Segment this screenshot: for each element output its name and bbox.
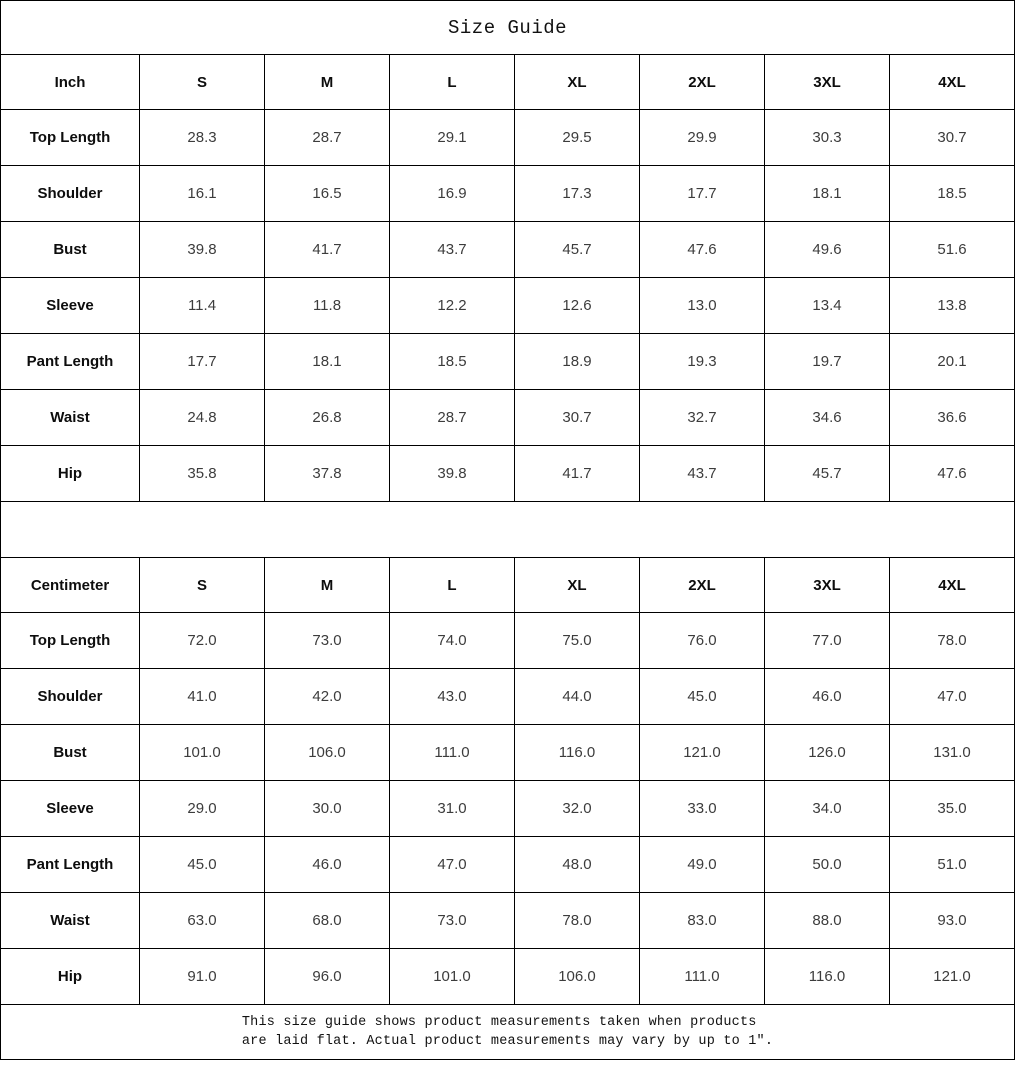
measurement-label: Hip [1, 446, 140, 502]
measurement-value: 96.0 [265, 949, 390, 1005]
measurement-value: 30.7 [890, 110, 1015, 166]
measurement-value: 45.7 [515, 222, 640, 278]
measurement-value: 77.0 [765, 613, 890, 669]
measurement-value: 49.0 [640, 837, 765, 893]
measurement-value: 47.0 [390, 837, 515, 893]
measurement-row [1, 278, 1015, 334]
measurement-label: Waist [1, 893, 140, 949]
measurement-row [1, 669, 1015, 725]
measurement-value: 51.0 [890, 837, 1015, 893]
inch-table-body [1, 55, 1015, 502]
measurement-value: 121.0 [890, 949, 1015, 1005]
measurement-row [1, 893, 1015, 949]
measurement-value: 78.0 [515, 893, 640, 949]
measurement-value: 37.8 [265, 446, 390, 502]
measurement-value: 34.0 [765, 781, 890, 837]
measurement-value: 88.0 [765, 893, 890, 949]
measurement-value: 106.0 [265, 725, 390, 781]
measurement-value: 29.5 [515, 110, 640, 166]
measurement-value: 29.0 [140, 781, 265, 837]
measurement-value: 18.1 [765, 166, 890, 222]
measurement-value: 16.5 [265, 166, 390, 222]
footer-note-line2: are laid flat. Actual product measurements may vary by up to 1″. [241, 1034, 774, 1049]
measurement-row [1, 222, 1015, 278]
measurement-value: 45.7 [765, 446, 890, 502]
size-column-header-xl: XL [515, 55, 640, 110]
footer-row [1, 1005, 1015, 1060]
size-column-header-4xl: 4XL [890, 55, 1015, 110]
measurement-row [1, 837, 1015, 893]
size-header-row [1, 55, 1015, 110]
measurement-value: 83.0 [640, 893, 765, 949]
measurement-value: 44.0 [515, 669, 640, 725]
measurement-value: 41.7 [515, 446, 640, 502]
measurement-value: 43.0 [390, 669, 515, 725]
measurement-value: 28.7 [390, 390, 515, 446]
footer-note-line1: This size guide shows product measurements taken when products [241, 1015, 757, 1030]
measurement-value: 36.6 [890, 390, 1015, 446]
spacer-cell [1, 502, 1015, 558]
measurement-value: 39.8 [140, 222, 265, 278]
measurement-value: 126.0 [765, 725, 890, 781]
size-column-header-xl: XL [515, 558, 640, 613]
measurement-label: Bust [1, 222, 140, 278]
measurement-value: 73.0 [390, 893, 515, 949]
measurement-value: 18.9 [515, 334, 640, 390]
measurement-value: 29.1 [390, 110, 515, 166]
measurement-value: 16.1 [140, 166, 265, 222]
measurement-value: 17.7 [640, 166, 765, 222]
spacer-row [1, 502, 1015, 558]
measurement-value: 19.7 [765, 334, 890, 390]
measurement-value: 51.6 [890, 222, 1015, 278]
measurement-value: 32.0 [515, 781, 640, 837]
measurement-label: Hip [1, 949, 140, 1005]
measurement-value: 20.1 [890, 334, 1015, 390]
measurement-value: 43.7 [640, 446, 765, 502]
measurement-value: 49.6 [765, 222, 890, 278]
measurement-value: 42.0 [265, 669, 390, 725]
measurement-value: 41.7 [265, 222, 390, 278]
measurement-value: 47.6 [640, 222, 765, 278]
size-column-header-m: M [265, 558, 390, 613]
measurement-value: 28.7 [265, 110, 390, 166]
measurement-value: 111.0 [640, 949, 765, 1005]
measurement-value: 101.0 [390, 949, 515, 1005]
measurement-row [1, 446, 1015, 502]
title-row [1, 1, 1015, 55]
measurement-row [1, 725, 1015, 781]
measurement-value: 13.0 [640, 278, 765, 334]
measurement-value: 29.9 [640, 110, 765, 166]
measurement-label: Waist [1, 390, 140, 446]
measurement-value: 106.0 [515, 949, 640, 1005]
measurement-label: Bust [1, 725, 140, 781]
measurement-value: 17.3 [515, 166, 640, 222]
measurement-value: 31.0 [390, 781, 515, 837]
measurement-value: 12.2 [390, 278, 515, 334]
measurement-value: 17.7 [140, 334, 265, 390]
measurement-value: 35.0 [890, 781, 1015, 837]
measurement-value: 48.0 [515, 837, 640, 893]
measurement-row [1, 334, 1015, 390]
measurement-value: 45.0 [140, 837, 265, 893]
measurement-value: 73.0 [265, 613, 390, 669]
measurement-value: 30.7 [515, 390, 640, 446]
measurement-value: 26.8 [265, 390, 390, 446]
size-column-header-3xl: 3XL [765, 55, 890, 110]
measurement-label: Top Length [1, 613, 140, 669]
measurement-value: 33.0 [640, 781, 765, 837]
measurement-row [1, 781, 1015, 837]
measurement-value: 32.7 [640, 390, 765, 446]
measurement-value: 47.0 [890, 669, 1015, 725]
measurement-value: 16.9 [390, 166, 515, 222]
size-column-header-m: M [265, 55, 390, 110]
measurement-value: 41.0 [140, 669, 265, 725]
measurement-label: Sleeve [1, 278, 140, 334]
measurement-value: 18.1 [265, 334, 390, 390]
measurement-value: 116.0 [515, 725, 640, 781]
unit-header-inch: Inch [1, 55, 140, 110]
measurement-value: 13.4 [765, 278, 890, 334]
measurement-label: Shoulder [1, 669, 140, 725]
size-column-header-4xl: 4XL [890, 558, 1015, 613]
size-column-header-l: L [390, 558, 515, 613]
measurement-value: 116.0 [765, 949, 890, 1005]
measurement-value: 101.0 [140, 725, 265, 781]
measurement-value: 34.6 [765, 390, 890, 446]
measurement-value: 121.0 [640, 725, 765, 781]
measurement-row [1, 166, 1015, 222]
measurement-label: Shoulder [1, 166, 140, 222]
measurement-row [1, 613, 1015, 669]
size-column-header-s: S [140, 55, 265, 110]
measurement-row [1, 390, 1015, 446]
measurement-label: Top Length [1, 110, 140, 166]
size-header-row [1, 558, 1015, 613]
measurement-value: 19.3 [640, 334, 765, 390]
measurement-value: 43.7 [390, 222, 515, 278]
measurement-value: 93.0 [890, 893, 1015, 949]
footer-note-cell [1, 1005, 1015, 1060]
measurement-value: 30.3 [765, 110, 890, 166]
page-title: Size Guide [1, 1, 1015, 55]
measurement-value: 11.8 [265, 278, 390, 334]
measurement-value: 13.8 [890, 278, 1015, 334]
centimeter-table-body [1, 558, 1015, 1005]
measurement-value: 131.0 [890, 725, 1015, 781]
measurement-value: 111.0 [390, 725, 515, 781]
measurement-value: 11.4 [140, 278, 265, 334]
measurement-value: 68.0 [265, 893, 390, 949]
size-column-header-3xl: 3XL [765, 558, 890, 613]
measurement-label: Sleeve [1, 781, 140, 837]
unit-header-centimeter: Centimeter [1, 558, 140, 613]
measurement-value: 28.3 [140, 110, 265, 166]
measurement-value: 91.0 [140, 949, 265, 1005]
measurement-label: Pant Length [1, 334, 140, 390]
measurement-value: 72.0 [140, 613, 265, 669]
measurement-value: 50.0 [765, 837, 890, 893]
measurement-value: 76.0 [640, 613, 765, 669]
measurement-value: 24.8 [140, 390, 265, 446]
size-column-header-2xl: 2XL [640, 558, 765, 613]
size-column-header-s: S [140, 558, 265, 613]
measurement-value: 30.0 [265, 781, 390, 837]
measurement-row [1, 949, 1015, 1005]
size-column-header-2xl: 2XL [640, 55, 765, 110]
measurement-value: 63.0 [140, 893, 265, 949]
measurement-value: 39.8 [390, 446, 515, 502]
footer-note [242, 1013, 773, 1051]
measurement-value: 46.0 [265, 837, 390, 893]
measurement-value: 75.0 [515, 613, 640, 669]
measurement-row [1, 110, 1015, 166]
measurement-value: 78.0 [890, 613, 1015, 669]
measurement-value: 35.8 [140, 446, 265, 502]
measurement-value: 18.5 [890, 166, 1015, 222]
measurement-value: 74.0 [390, 613, 515, 669]
measurement-value: 12.6 [515, 278, 640, 334]
measurement-label: Pant Length [1, 837, 140, 893]
measurement-value: 45.0 [640, 669, 765, 725]
measurement-value: 46.0 [765, 669, 890, 725]
measurement-value: 18.5 [390, 334, 515, 390]
size-column-header-l: L [390, 55, 515, 110]
measurement-value: 47.6 [890, 446, 1015, 502]
